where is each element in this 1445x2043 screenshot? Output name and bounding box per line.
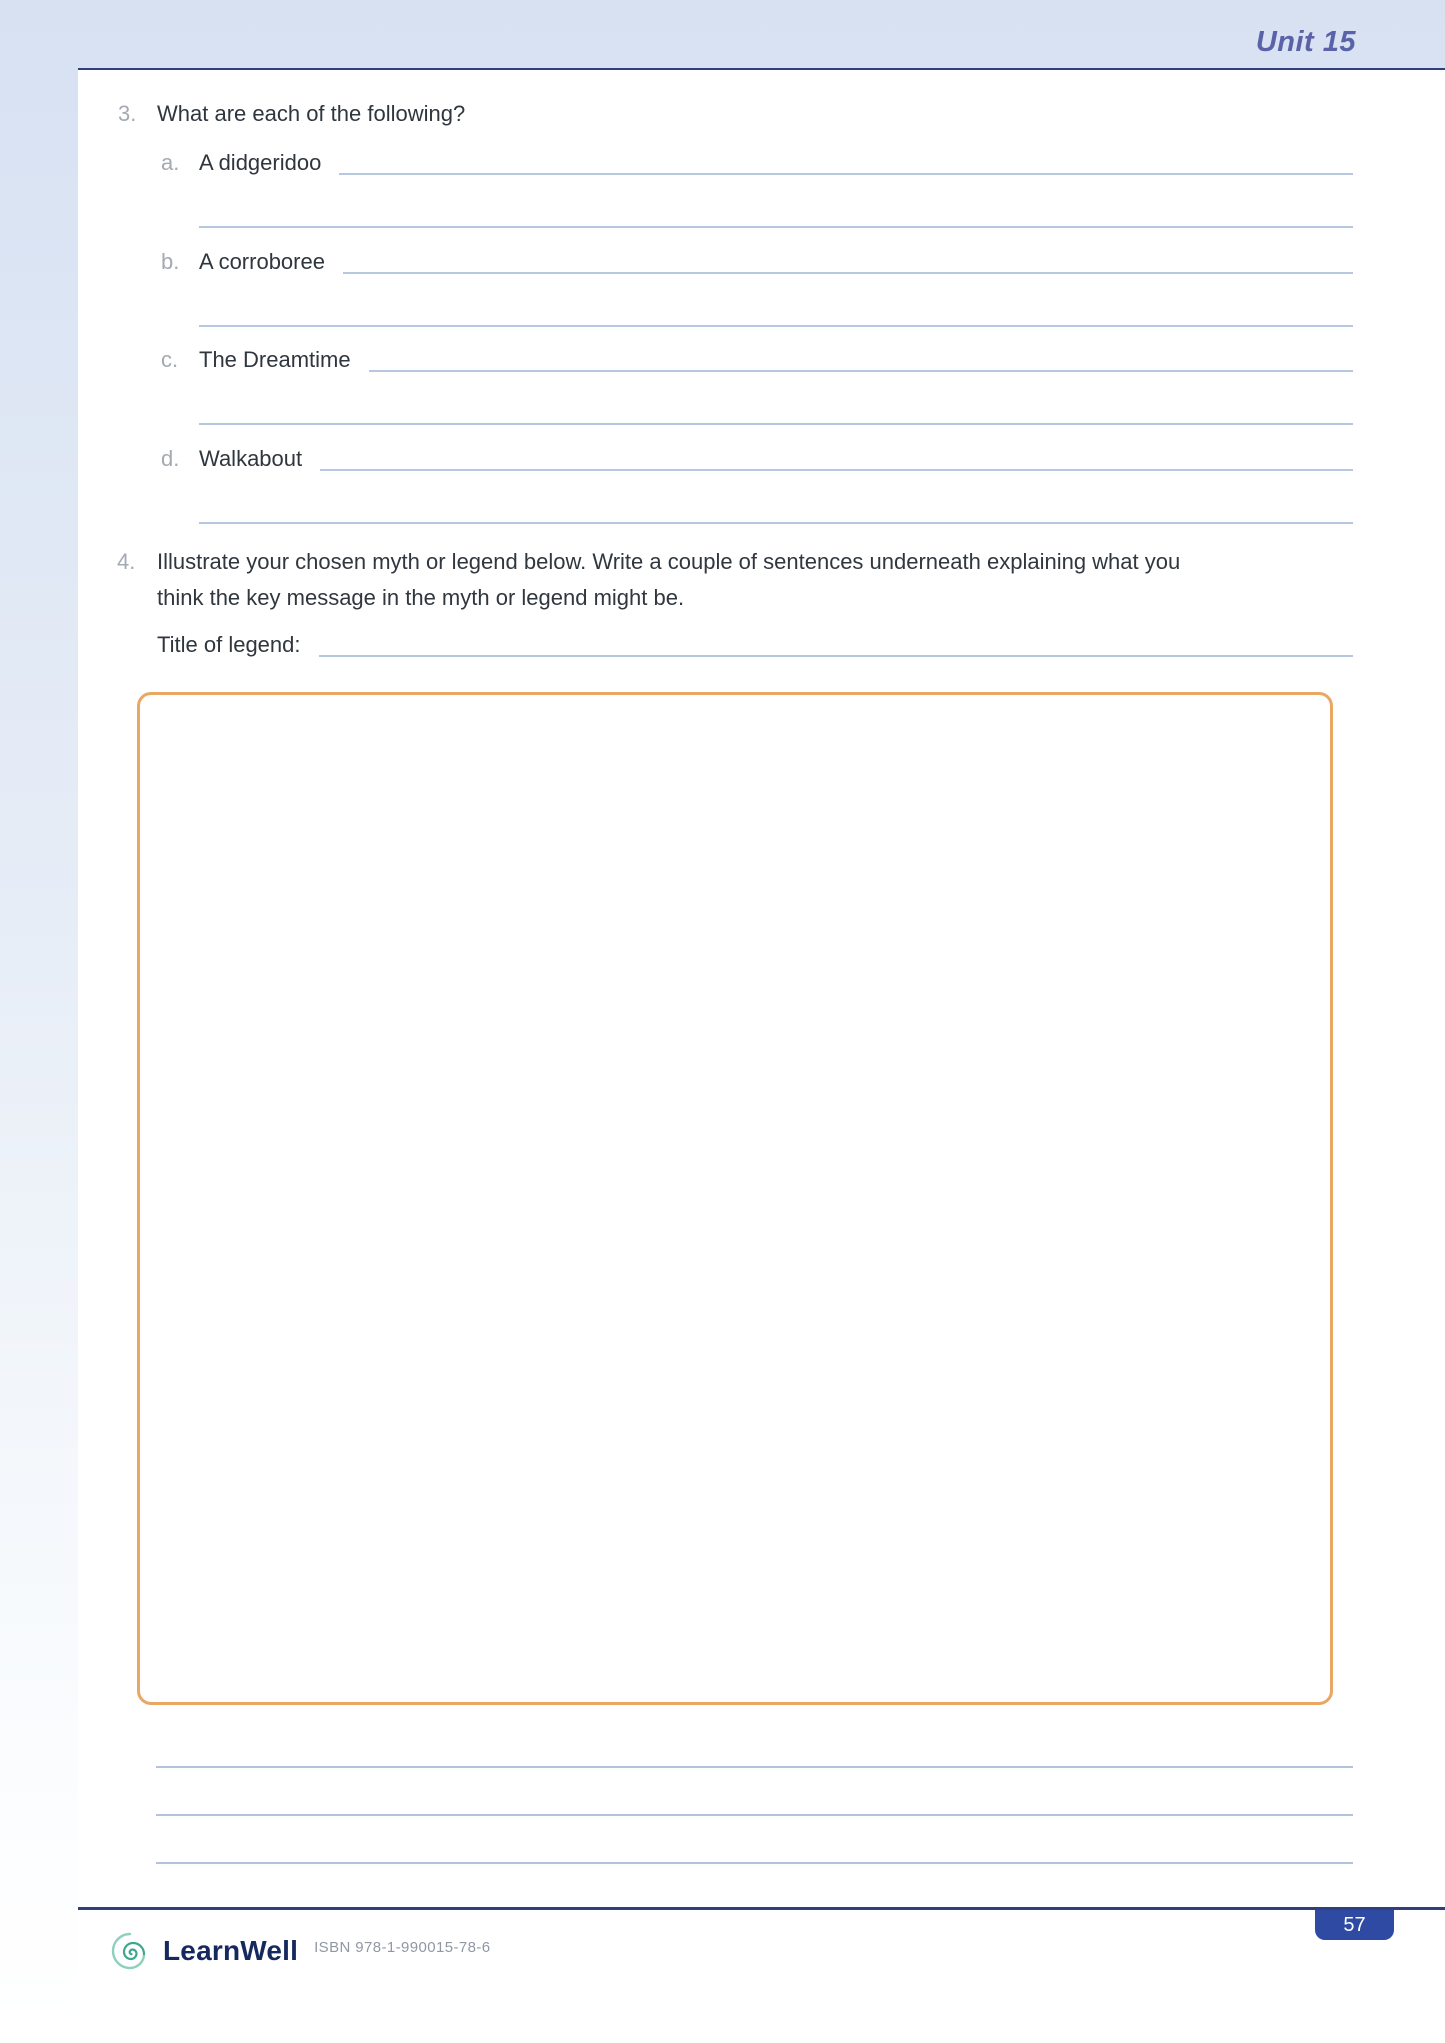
unit-header-label: Unit 15 [1255,26,1356,58]
legend-title-label: Title of legend: [157,632,301,657]
item-a [161,148,1353,178]
explanation-line-1 [156,1730,1353,1768]
learnwell-brand-name: LearnWell [163,1935,299,1966]
item-d-term: Walkabout [199,446,303,471]
item-b [161,247,1353,277]
item-a-answer-line [339,155,1353,175]
legend-title-row [157,630,1353,660]
item-a-label: a. [161,150,180,175]
question-4 [117,544,1355,616]
question-4-number: 4. [117,549,136,574]
explanation-line-2 [156,1778,1353,1816]
item-a-term: A didgeridoo [199,150,322,175]
item-b-label: b. [161,249,180,274]
item-b-answer-line [343,254,1353,274]
item-c [161,345,1353,375]
question-4-text [157,544,1355,616]
isbn-text: ISBN 978-1-990015-78-6 [314,1938,491,1956]
item-c-answer-line-2 [199,393,1353,425]
item-a-answer-line-2 [199,196,1353,228]
item-b-answer-line-2 [199,295,1353,327]
item-c-label: c. [161,347,179,372]
legend-title-answer-line [319,637,1354,657]
item-d-answer-line [320,451,1353,471]
item-b-term: A corroboree [199,249,325,274]
item-c-term: The Dreamtime [199,347,351,372]
footer-divider-rule [78,1907,1445,1910]
explanation-line-3 [156,1826,1353,1864]
question-3 [118,99,465,129]
question-3-text: What are each of the following? [157,101,466,126]
footer-brand [110,1930,491,1972]
illustration-drawing-box [137,692,1333,1705]
question-4-text-line-1: Illustrate your chosen myth or legend below. Write a couple of sentences underneath explaining what you [157,549,1181,574]
item-d-label: d. [161,446,180,471]
item-d-answer-line-2 [199,492,1353,524]
learnwell-spiral-logo-icon [110,1931,150,1971]
item-d [161,444,1353,474]
question-3-number: 3. [118,101,137,126]
question-4-text-line-2: think the key message in the myth or legend might be. [157,585,685,610]
item-c-answer-line [369,352,1353,372]
page-number-badge: 57 [1315,1910,1394,1940]
